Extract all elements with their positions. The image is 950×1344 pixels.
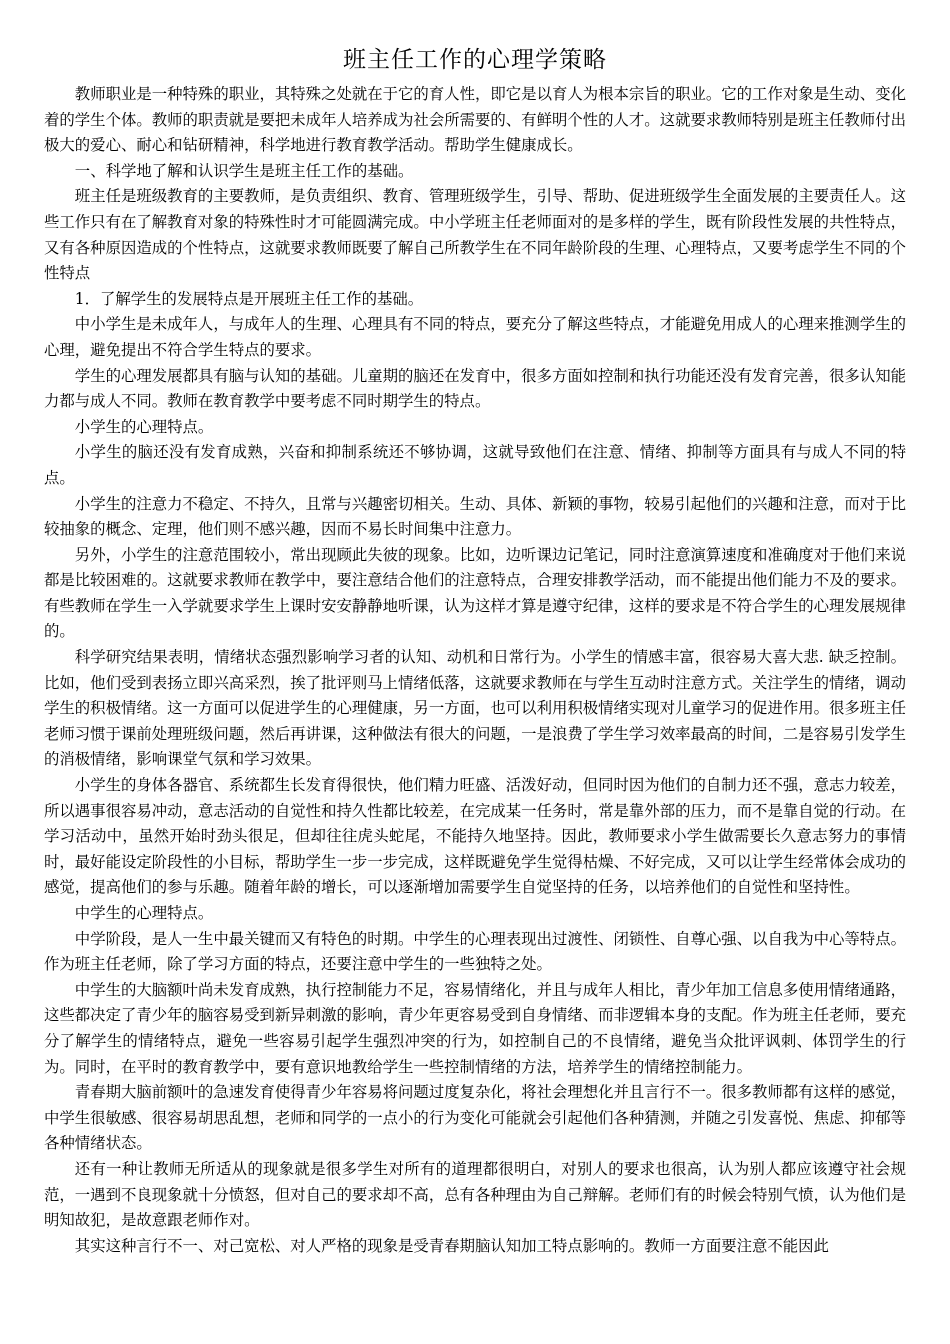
section-heading: 一、科学地了解和认识学生是班主任工作的基础。	[74, 161, 414, 180]
paragraph: 还有一种让教师无所适从的现象就是很多学生对所有的道理都很明白，对别人的要求也很高，认为别人都应该遵守社会规范，一遇到不良现象就十分愤怒，但对自己的要求却不高，总有各种理由为自己辩解。老师们有的时候会特别气愤，认为他们是明知故犯，是故意跟老师作对。	[44, 1159, 906, 1230]
paragraph: 小学生的注意力不稳定、不持久，且常与兴趣密切相关。生动、具体、新颖的事物，较易引起他们的兴趣和注意，而对于比较抽象的概念、定理，他们则不感兴趣，因而不易长时间集中注意力。	[44, 494, 906, 539]
paragraph: 班主任是班级教育的主要教师，是负责组织、教育、管理班级学生，引导、帮助、促进班级学生全面发展的主要责任人。这些工作只有在了解教育对象的特殊性时才可能圆满完成。中小学班主任老师面对的是多样的学生，既有阶段性发展的共性特点，又有各种原因造成的个性特点，这就要求教师既要了解自己所教学生在不同年龄阶段的生理、心理特点，又要考虑学生不同的个性特点	[44, 187, 906, 283]
paragraph: 中小学生是未成年人，与成年人的生理、心理具有不同的特点，要充分了解这些特点，才能避免用成人的心理来推测学生的心理，避免提出不符合学生特点的要求。	[44, 315, 906, 359]
paragraph: 中学阶段，是人一生中最关键而又有特色的时期。中学生的心理表现出过渡性、闭锁性、自尊心强、以自我为中心等特点。作为班主任老师，除了学习方面的特点，还要注意中学生的一些独特之处。	[44, 929, 906, 974]
subsection-heading: 中学生的心理特点。	[74, 904, 214, 922]
paragraph: 教师职业是一种特殊的职业，其特殊之处就在于它的育人性，即它是以育人为根本宗旨的职业。它的工作对象是生动、变化着的学生个体。教师的职责就是要把未成年人培养成为社会所需要的、有鲜明个性的人才。这就要求教师特别是班主任教师付出极大的爱心、耐心和钻研精神，科学地进行教育教学活动。帮助学生健康成长。	[44, 85, 906, 155]
paragraph: 小学生的脑还没有发育成熟，兴奋和抑制系统还不够协调，这就导致他们在注意、情绪、抑制等方面具有与成人不同的特点。	[44, 443, 906, 487]
paragraph: 小学生的身体各器官、系统都生长发育得很快，他们精力旺盛、活泼好动，但同时因为他们的自制力还不强，意志力较差，所以遇事很容易冲动，意志活动的自觉性和持久性都比较差，在完成某一任务时，常是靠外部的压力，而不是靠自觉的行动。在学习活动中，虽然开始时劲头很足，但却往往虎头蛇尾，不能持久地坚持。因此，教师要求小学生做需要长久意志努力的事情时，最好能设定阶段性的小目标，帮助学生一步一步完成，这样既避免学生觉得枯燥、不好完成，又可以让学生经常体会成功的感觉，提高他们的参与乐趣。随着年龄的增长，可以逐渐增加需要学生自觉坚持的任务，以培养他们的自觉性和坚持性。	[44, 776, 906, 897]
subsection-heading: 1．了解学生的发展特点是开展班主任工作的基础。	[74, 289, 424, 308]
paragraph: 学生的心理发展都具有脑与认知的基础。儿童期的脑还在发育中，很多方面如控制和执行功能还没有发育完善，很多认知能力都与成人不同。教师在教育教学中要考虑不同时期学生的特点。	[44, 366, 906, 411]
paragraph: 中学生的大脑额叶尚未发育成熟，执行控制能力不足，容易情绪化，并且与成年人相比，青少年加工信息多使用情绪通路，这些都决定了青少年的脑容易受到新异刺激的影响，青少年更容易受到自身情绪、而非逻辑本身的支配。作为班主任老师，要充分了解学生的情绪特点，避免一些容易引起学生强烈冲突的行为，如控制自己的不良情绪，避免当众批评讽刺、体罚学生的行为。同时，在平时的教育教学中，要有意识地教给学生一些控制情绪的方法，培养学生的情绪控制能力。	[44, 980, 906, 1076]
paragraph: 其实这种言行不一、对己宽松、对人严格的现象是受青春期脑认知加工特点影响的。教师一方面要注意不能因此	[74, 1236, 829, 1255]
paragraph: 另外，小学生的注意范围较小，常出现顾此失彼的现象。比如，边听课边记笔记，同时注意演算速度和准确度对于他们来说都是比较困难的。这就要求教师在教学中，要注意结合他们的注意特点，合理安排教学活动，而不能提出他们能力不及的要求。有些教师在学生一入学就要求学生上课时安安静静地听课，认为这样才算是遵守纪律，这样的要求是不符合学生的心理发展规律的。	[44, 545, 906, 641]
paragraph: 青春期大脑前额叶的急速发育使得青少年容易将问题过度复杂化，将社会理想化并且言行不一。很多教师都有这样的感觉，中学生很敏感、很容易胡思乱想，老师和同学的一点小的行为变化可能就会引起他们各种猜测，并随之引发喜悦、焦虑、抑郁等各种情绪状态。	[44, 1083, 906, 1153]
document-title: 班主任工作的心理学策略	[343, 47, 607, 73]
subsection-heading: 小学生的心理特点。	[74, 417, 214, 436]
paragraph: 科学研究结果表明，情绪状态强烈影响学习者的认知、动机和日常行为。小学生的情感丰富，很容易大喜大悲. 缺乏控制。比如，他们受到表扬立即兴高采烈，挨了批评则马上情绪低落，这就要求教师在与学生互动时注意方式。关注学生的情绪，调动学生的积极情绪。这一方面可以促进学生的心理健康，另一方面，也可以利用积极情绪实现对儿童学习的促进作用。很多班主任老师习惯于课前处理班级问题，然后再讲课，这种做法有很大的问题，一是浪费了学生学习效率最高的时间，二是容易引发学生的消极情绪，影响课堂气氛和学习效果。	[44, 648, 906, 769]
